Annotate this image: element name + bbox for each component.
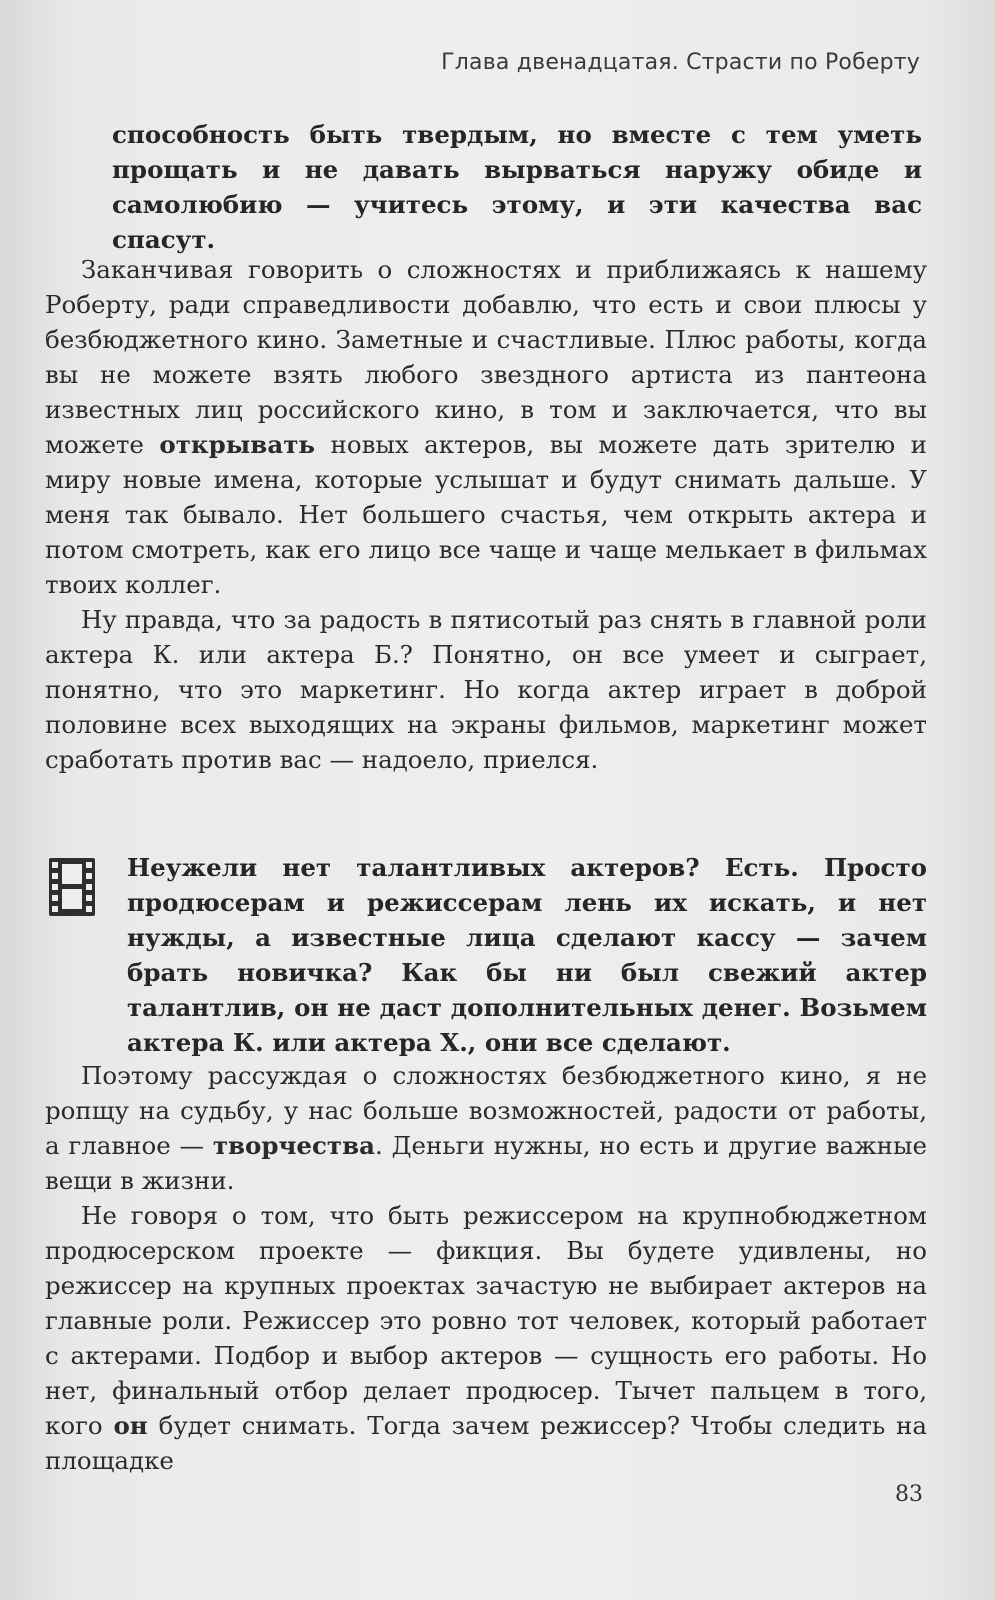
callout-box [45, 850, 927, 1060]
emphasis-he: он [113, 1411, 148, 1440]
emphasis-creativity: творчества [212, 1131, 376, 1160]
emphasis-open-actors: открывать [159, 430, 316, 459]
callout-text: Неужели нет талантливых актеров? Есть. Просто продюсерам и режиссерам лень их искать, и нет нужды, а известные лица сделают кассу — зачем брать новичка? Как бы ни был свежий актер талантлив, он не даст дополнительных денег. Возьмем актера К. или актера Х., они все сделают. [127, 853, 927, 1057]
page-number: 83 [895, 1482, 923, 1507]
bold-quote-continuation: способность быть твердым, но вместе с тем уметь прощать и не давать вырваться наружу обиде и самолюбию — учитесь этому, и эти качества вас спасут. [112, 120, 922, 254]
body-text-upper [45, 252, 927, 777]
body-text-lower [45, 1058, 927, 1478]
paragraph-2: Ну правда, что за радость в пятисотый раз снять в главной роли актера К. или актера Б.? Понятно, он все умеет и сыграет, понятно, что это маркетинг. Но когда актер играет в доброй половине всех выходящих на экраны фильмов, маркетинг может сработать против вас — надоело, приелся. [45, 605, 927, 774]
film-strip-icon [49, 858, 95, 916]
running-title: Глава двенадцатая. Страсти по Роберту [441, 50, 920, 75]
paragraph-3: Поэтому рассуждая о сложностях безбюджетного кино, я не ропщу на судьбу, у нас больше возможностей, радости от работы, а главное — творчества. Деньги нужны, но есть и другие важные вещи в жизни. [45, 1061, 927, 1195]
paragraph-4: Не говоря о том, что быть режиссером на крупнобюджетном продюсерском проекте — фикция. Вы будете удивлены, но режиссер на крупных проектах зачастую не выбирает актеров на главные роли. Режиссер это ровно тот человек, который работает с актерами. Подбор и выбор актеров — сущность его работы. Но нет, финальный отбор делает продюсер. Тычет пальцем в того, кого он будет снимать. Тогда зачем режиссер? Чтобы следить на площадке [45, 1201, 927, 1475]
paragraph-1: Заканчивая говорить о сложностях и приближаясь к нашему Роберту, ради справедливости добавлю, что есть и свои плюсы у безбюджетного кино. Заметные и счастливые. Плюс работы, когда вы не можете взять любого звездного артиста из пантеона известных лиц российского кино, в том и заключается, что вы можете открывать новых актеров, вы можете дать зрителю и миру новые имена, которые услышат и будут снимать дальше. У меня так бывало. Нет большего счастья, чем открыть актера и потом смотреть, как его лицо все чаще и чаще мелькает в фильмах твоих коллег. [45, 255, 927, 599]
